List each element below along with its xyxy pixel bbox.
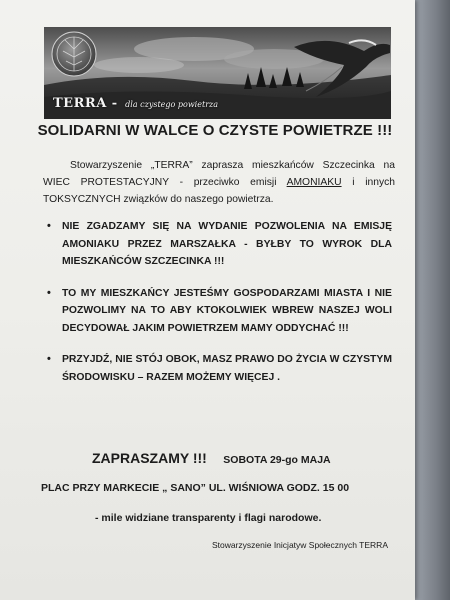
event-location: PLAC PRZY MARKECIE „ SANO” UL. WIŚNIOWA GODZ. 15 00 <box>41 482 350 494</box>
intro-text-start: Stowarzyszenie „TERRA” zaprasza mieszkańców Szczecinka na WIEC PROTESTACYJNY - przeciwko emisji <box>43 160 395 188</box>
banner-caption <box>53 94 218 112</box>
demands-list <box>47 218 392 400</box>
list-item-text: TO MY MIESZKAŃCY JESTEŚMY GOSPODARZAMI MIASTA I NIE POZWOLIMY NA TO ABY KTOKOLWIEK WBREW NASZEJ WOLI DECYDOWAŁ JAKIM POWIETRZEM MAMY ODDYCHAĆ !!! <box>62 287 392 334</box>
intro-paragraph <box>43 157 395 208</box>
intro-keyword: AMONIAKU <box>286 177 342 188</box>
bullet-icon: • <box>47 286 51 299</box>
bullet-icon: • <box>47 353 51 365</box>
list-item-text: NIE ZGADZAMY SIĘ NA WYDANIE POZWOLENIA NA EMISJĘ AMONIAKU PRZEZ MARSZAŁKA - BYŁBY TO WYROK DLA MIESZKAŃCÓW SZCZECINKA !!! <box>62 221 392 267</box>
background-surface <box>415 0 450 600</box>
header-banner <box>44 27 391 119</box>
invitation-line <box>92 450 331 468</box>
list-item <box>47 351 392 386</box>
page-title: SOLIDARNI W WALCE O CZYSTE POWIETRZE !!! <box>37 122 393 139</box>
organizer-signature: Stowarzyszenie Inicjatyw Społecznych TERRA <box>211 540 388 550</box>
welcome-note: - mile widziane transparenty i flagi narodowe. <box>95 512 322 524</box>
banner-tagline: dla czystego powietrza <box>125 100 218 109</box>
list-item <box>47 285 392 338</box>
intro-text-end: i innych TOKSYCZNYCH związków do naszego powietrza. <box>43 177 395 205</box>
invitation-heading: ZAPRASZAMY !!! <box>92 450 207 466</box>
list-item-text: PRZYJDŹ, NIE STÓJ OBOK, MASZ PRAWO DO ŻYCIA W CZYSTYM ŚRODOWISKU – RAZEM MOŻEMY WIĘCEJ . <box>62 354 392 383</box>
event-date: SOBOTA 29-go MAJA <box>223 454 331 466</box>
bullet-icon: • <box>47 220 51 232</box>
list-item <box>47 218 392 271</box>
banner-brand: TERRA - <box>53 96 118 111</box>
